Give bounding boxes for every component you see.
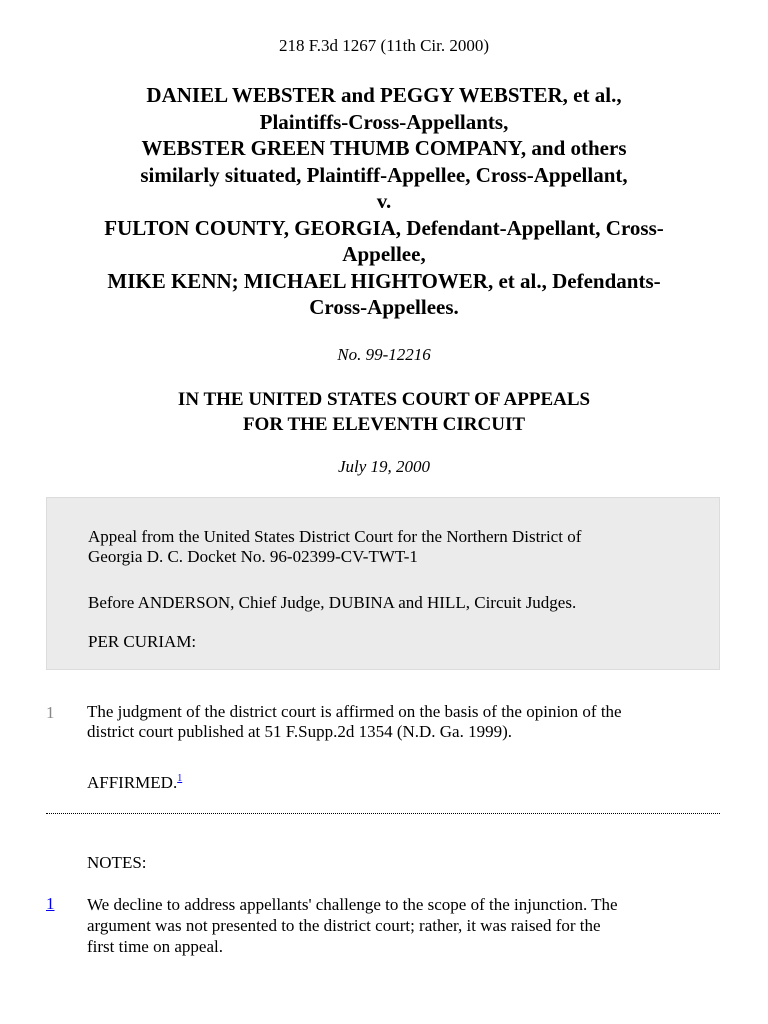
case-summary-box xyxy=(46,497,720,670)
appeal-info xyxy=(88,527,688,567)
docket-number: No. 99-12216 xyxy=(337,345,431,364)
caption-line: FULTON COUNTY, GEORGIA, Defendant-Appellant, Cross- xyxy=(104,215,664,240)
caption-line: DANIEL WEBSTER and PEGGY WEBSTER, et al., xyxy=(146,83,622,107)
per-curiam-label: PER CURIAM: xyxy=(88,632,197,651)
footnote-line: first time on appeal. xyxy=(87,937,223,956)
court-line: IN THE UNITED STATES COURT OF APPEALS xyxy=(177,389,591,410)
notes-heading: NOTES: xyxy=(87,853,147,872)
court-name xyxy=(0,388,768,437)
paragraph-number: 1 xyxy=(46,703,55,722)
caption-line: v. xyxy=(376,189,392,213)
caption-line: WEBSTER GREEN THUMB COMPANY, and others xyxy=(141,136,627,160)
notes-divider xyxy=(46,813,720,814)
footnote-reference-link[interactable]: 1 xyxy=(177,773,183,784)
appeal-info-line: Appeal from the United States District Court for the Northern District of xyxy=(88,527,582,546)
footnote-line: We decline to address appellants' challenge to the scope of the injunction. The xyxy=(87,895,618,914)
caption-line: Appellee, xyxy=(342,242,426,266)
appeal-info-line: Georgia D. C. Docket No. 96-02399-CV-TWT-1 xyxy=(88,547,418,566)
judges-panel: Before ANDERSON, Chief Judge, DUBINA and HILL, Circuit Judges. xyxy=(88,593,577,612)
caption-line: Plaintiffs-Cross-Appellants, xyxy=(259,109,509,134)
decision-date: July 19, 2000 xyxy=(337,457,431,476)
court-line: FOR THE ELEVENTH CIRCUIT xyxy=(242,413,526,435)
footnote-text xyxy=(87,894,727,957)
footnote-line: argument was not presented to the district court; rather, it was raised for the xyxy=(87,916,601,935)
case-caption xyxy=(40,82,728,321)
opinion-line: The judgment of the district court is affirmed on the basis of the opinion of the xyxy=(87,702,622,721)
opinion-line: district court published at 51 F.Supp.2d 1354 (N.D. Ga. 1999). xyxy=(87,722,513,741)
caption-line: similarly situated, Plaintiff-Appellee, Cross-Appellant, xyxy=(140,162,628,187)
footnote-number-link[interactable]: 1 xyxy=(46,894,55,913)
caption-line: Cross-Appellees. xyxy=(309,295,459,319)
disposition xyxy=(87,773,182,793)
opinion-paragraph xyxy=(87,702,717,742)
affirmed-label: AFFIRMED. xyxy=(87,773,178,792)
case-citation: 218 F.3d 1267 (11th Cir. 2000) xyxy=(278,36,490,55)
caption-line: MIKE KENN; MICHAEL HIGHTOWER, et al., Defendants- xyxy=(107,268,661,293)
